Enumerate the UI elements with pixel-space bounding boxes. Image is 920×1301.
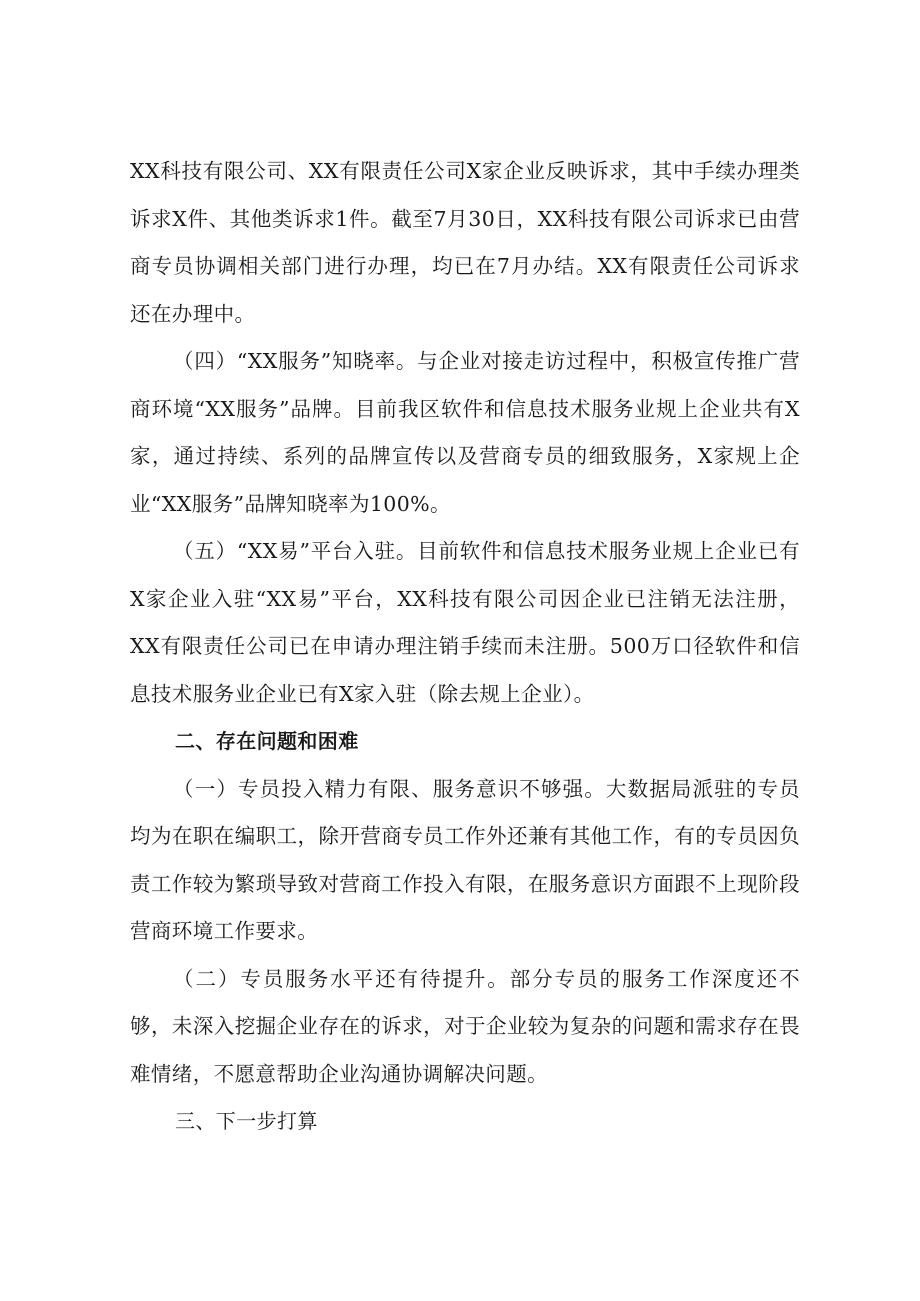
paragraph-brand-awareness: （四）“XX服务”知晓率。与企业对接走访过程中，积极宣传推广营商环境“XX服务”品牌。目前我区软件和信息技术服务业规上企业共有X家，通过持续、系列的品牌宣传以及营商专员的细致服务，X家规上企业“XX服务”品牌知晓率为100%。 [130,349,800,516]
paragraph-enterprise-complaints: XX科技有限公司、XX有限责任公司X家企业反映诉求，其中手续办理类诉求X件、其他类诉求1件。截至7月30日，XX科技有限公司诉求已由营商专员协调相关部门进行办理，均已在7月办结。XX有限责任公司诉求还在办理中。 [130,159,800,326]
document-body [130,148,800,1146]
section-heading-problems: 二、存在问题和困难 [175,729,359,753]
paragraph-service-level: （二）专员服务水平还有待提升。部分专员的服务工作深度还不够，未深入挖掘企业存在的诉求，对于企业较为复杂的问题和需求存在畏难情绪，不愿意帮助企业沟通协调解决问题。 [130,966,800,1086]
section-heading-next-steps: 三、下一步打算 [175,1109,318,1133]
paragraph-platform-onboarding: （五）“XX易”平台入驻。目前软件和信息技术服务业规上企业已有X家企业入驻“XX易”平台，XX科技有限公司因企业已注销无法注册，XX有限责任公司已在申请办理注销手续而未注册。500万口径软件和信息技术服务业企业已有X家入驻（除去规上企业）。 [130,539,800,706]
paragraph-limited-effort: （一）专员投入精力有限、服务意识不够强。大数据局派驻的专员均为在职在编职工，除开营商专员工作外还兼有其他工作，有的专员因负责工作较为繁琐导致对营商工作投入有限，在服务意识方面跟不上现阶段营商环境工作要求。 [130,776,800,943]
